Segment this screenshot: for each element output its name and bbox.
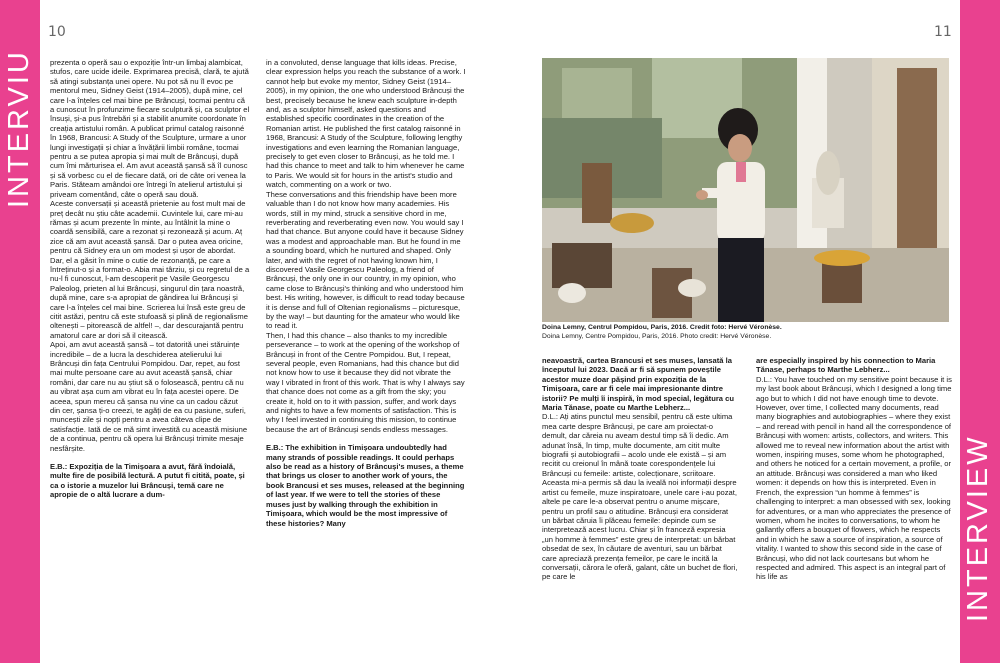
caption-english: Doina Lemny, Centre Pompidou, Paris, 2016. Photo credit: Hervé Véronèse. (542, 332, 772, 340)
body-paragraph: D.L.: You have touched on my sensitive point because it is my last book about Brâncuși, which I designed a long time ago but to which I did not have enough time to devote. However, over time, I collected many documents, read many biographies and autobiographies – where they exist – and reread with pencil in hand all the correspondence of Brâncuși with women: artists, collectors, and writers. This allowed me to reveal new information about the artist with women, inspiring muses, some whom he photographed, and others he noticed for a certain movement, a profile, or an attitude. Brâncuși was considered a man who liked women: it depends on how this is interpreted. Even in French, the expression “un homme à femmes” is challenging to interpret: a man obsessed with sex, looking for adventures, or a man who appreciates the presence of women, whom he incites to conversations, to whom he gallantly offers a bouquet of flowers, which he respects and in which he saw a source of inspiration, a source of vitality. I wanted to show this second side in the case of Brâncuși, who did not lack courtesans but whom he respected and admired. This aspect is an integral part of his life as (756, 374, 952, 582)
column-english-right (756, 356, 952, 636)
section-label-right: INTERVIEW (962, 434, 994, 622)
body-paragraph: Then, I had this chance – also thanks to my incredible perseverance – to work at the opening of the workshop of Brâncuși in front of the Centre Pompidou. But, I repeat, several people, even Romanians, had this chance but did not know how to use it because they did not vibrate the way I vibrated in front of this work. That is why I always say that chance does not come as a gift from the sky; you create it, hold on to it with passion, suffer, and work days and nights to have a few moments of satisfaction. This is why I feel invested in continuing this mission, to continue because the art of Brâncuși sends endless messages. (266, 330, 465, 434)
column-english-left (266, 58, 466, 633)
interview-question: are especially inspired by his connection to Maria Tănase, perhaps to Marthe Lebherz... (756, 356, 936, 375)
interview-question: neavoastră, cartea Brancusi et ses muses, lansată la începutul lui 2023. Dacă ar fi să spunem poveștile acestor muze doar pășind prin expoziția de la Timișoara, care ar fi cele mai impresionante dintre istorii? Pe mulți îi inspiră, în mod special, legătura cu Maria Tănase, poate cu Marthe Lebherz... (542, 356, 734, 413)
body-paragraph: Aceste conversații și această prietenie au fost mult mai de preț decât nu știu câte academii. Cuvintele lui, care mi-au rămas și acum prezente în minte, au întâlnit la mine o coardă sensibilă, care a rezonat și rezonează și acum. Aț zice că am avut această șansă. Dar o putea avea oricine, pentru că Sidney era un om modest și ușor de abordat. Dar, el a găsit în mine o cutie de rezonanță, pe care a întreținut-o și a format-o. Abia mai târziu, și cu regretul de a nu-l fi cunoscut, l-am descoperit pe Vasile Georgescu Paleolog, prieten al lui Brâncuși, singurul din țara noastră, după mine, care s-a apropiat de gândirea lui Brâncuși și care l-a înțeles cel mai bine. Scrierea lui însă este greu de citit astăzi, pentru că este stufoasă și plină de regionalisme oltenești – pitorească de altfel! –, dar descurajantă pentru amatorul care ar dori să il citească. (50, 199, 250, 340)
photo-caption (542, 324, 949, 341)
body-paragraph: D.L.: Ați atins punctul meu sensibil, pentru că este ultima mea carte despre Brâncuși, pe care am proiectat-o demult, dar căreia nu aveam destul timp să îi dedic. Am adunat însă, în timp, multe documente, am citit multe biografii și autobiografii – acolo unde ele există – și am recitit cu creionul în mână toate corespondențele lui Brâncuși cu femeile: artiste, colecționare, scriitoare. Aceasta mi-a permis să dau la iveală noi informații despre artist cu femeile, muze inspiratoare, unele care i-au pozat, altele pe care le-a observat pentru o anume mișcare, pentru un profil sau o atitudine. Brâncuși era considerat un bărbat căruia îi plăceau femeile: depinde cum se interpretează acest lucru. Chiar și în franceză expresia „un homme à femmes” este greu de interpretat: un bărbat obsedat de sex, în căutare de aventuri, sau un bărbat care apreciază prezența femeilor, pe care le incită la conversații, cărora le oferă, galant, câte un buchet de flori, pe care le (542, 412, 738, 582)
body-paragraph: These conversations and this friendship have been more valuable than I do not know how many academies. His words, still in my mind, struck a sensitive chord in me, reverberating and reverberating even now. You would say I had that chance. But anyone could have it because Sidney was a modest and approachable man. But he found in me a sounding board, which he nurtured and shaped. Only later, and with the regret of not having known him, I discovered Vasile Georgescu Paleolog, a friend of Brâncuși, the only one in our country, in my opinion, who came close to Brâncuși's thinking and who understood him best. His writing, however, is difficult to read today because it is dense and full of Oltenian regionalisms – picturesque, by the way! – but daunting for the amateur who would like to read it. (266, 189, 465, 331)
page-number-left: 10 (48, 24, 66, 40)
body-paragraph: Apoi, am avut această șansă – tot datorită unei stăruințe incredibile – de a lucra la deschiderea atelierului lui Brâncuși din fața Centrului Pompidou. Dar, repet, au fost mai multe persoane care au avut această șansă, chiar români, dar care nu au știut să o folosească, pentru că nu au vibrat așa cum am vibrat eu în fața acestei opere. De aceea, spun mereu că șansa nu vine ca un cadou căzut din cer, șansa ți-o creezi, te agăți de ea cu pasiune, suferi, muncești zile și nopți pentru a avea câteva clipe de satisfacție. Iată de ce mă simt investită cu această misiune de a continua, pentru că opera lui Brâncuși trimite mesaje nesfârșite. (50, 340, 248, 453)
section-label-left: INTERVIU (3, 49, 35, 208)
page-number-right: 11 (934, 24, 952, 40)
column-romanian-left (50, 58, 250, 633)
body-paragraph: in a convoluted, dense language that kills ideas. Precise, clear expression helps you reach the substance of a work. I cannot help but evoke my mentor, Sidney Geist (1914–2005), in my opinion, the one who understood Brâncuși the best, precisely because he knew each sculpture in-depth and, as a sculptor himself, asked questions and established specific coordinates in the creation of the Romanian artist. He published the first catalog raisonné in 1968, Brancusi: A Study of the Sculpture, following lengthy investigations and even learning the Romanian language, precisely to get even closer to Brâncuși, as he told me. I had this chance to meet and talk to him whenever he came to Paris. We would sit for hours in the artist's studio and watch, commenting on a work or two. (266, 58, 466, 190)
portrait-photo (542, 58, 949, 322)
column-romanian-right (542, 356, 738, 636)
caption-romanian: Doina Lemny, Centrul Pompidou, Paris, 2016. Credit foto: Hervé Véronèse. (542, 324, 782, 331)
body-paragraph: prezenta o operă sau o expoziție într-un limbaj alambicat, stufos, care ucide ideile. Exprimarea precisă, clară, te ajută să atingi substanța unei opere. Nu pot să nu îl evoc pe mentorul meu, Sidney Geist (1914–2005), după mine, cel care l-a înțeles cel mai bine pe Brâncuși, tocmai pentru că a cunoscut în profunzime fiecare sculptură și, ca sculptor el însuși, și-a pus întrebări și a stabilit anumite coordonate în creația artistului român. A publicat primul catalog raisonné în 1968, Brancusi: A Study of the Sculpture, urmare a unor lungi investigații și chiar a învățării limbii române, tocmai pentru a se putea apropia și mai mult de Brâncuși, după cum îmi mărturisea el. Am avut această șansă să îl cunosc și să vorbesc cu el de fiecare dată, ori de câte ori venea la Paris. Stăteam amândoi ore întregi în atelierul artistului și priveam comentând, câte o operă sau două. (50, 58, 250, 199)
interview-question: E.B.: Expoziția de la Timișoara a avut, fără îndoială, multe fire de posibilă lectură. A putut fi citită, poate, și ca o istorie a muzelor lui Brâncuși, temă care ne apropie de o altă lucrare a dum- (50, 462, 245, 500)
interview-question: E.B.: The exhibition in Timișoara undoubtedly had many strands of possible readings. It could perhaps also be read as a history of Brâncuși's muses, a theme that brings us closer to another work of yours, the book Brancusi et ses muses, released at the beginning of last year. If we were to tell the stories of these muses just by walking through the exhibition in Timișoara, which would be the most impressive of these histories? Many (266, 443, 465, 528)
